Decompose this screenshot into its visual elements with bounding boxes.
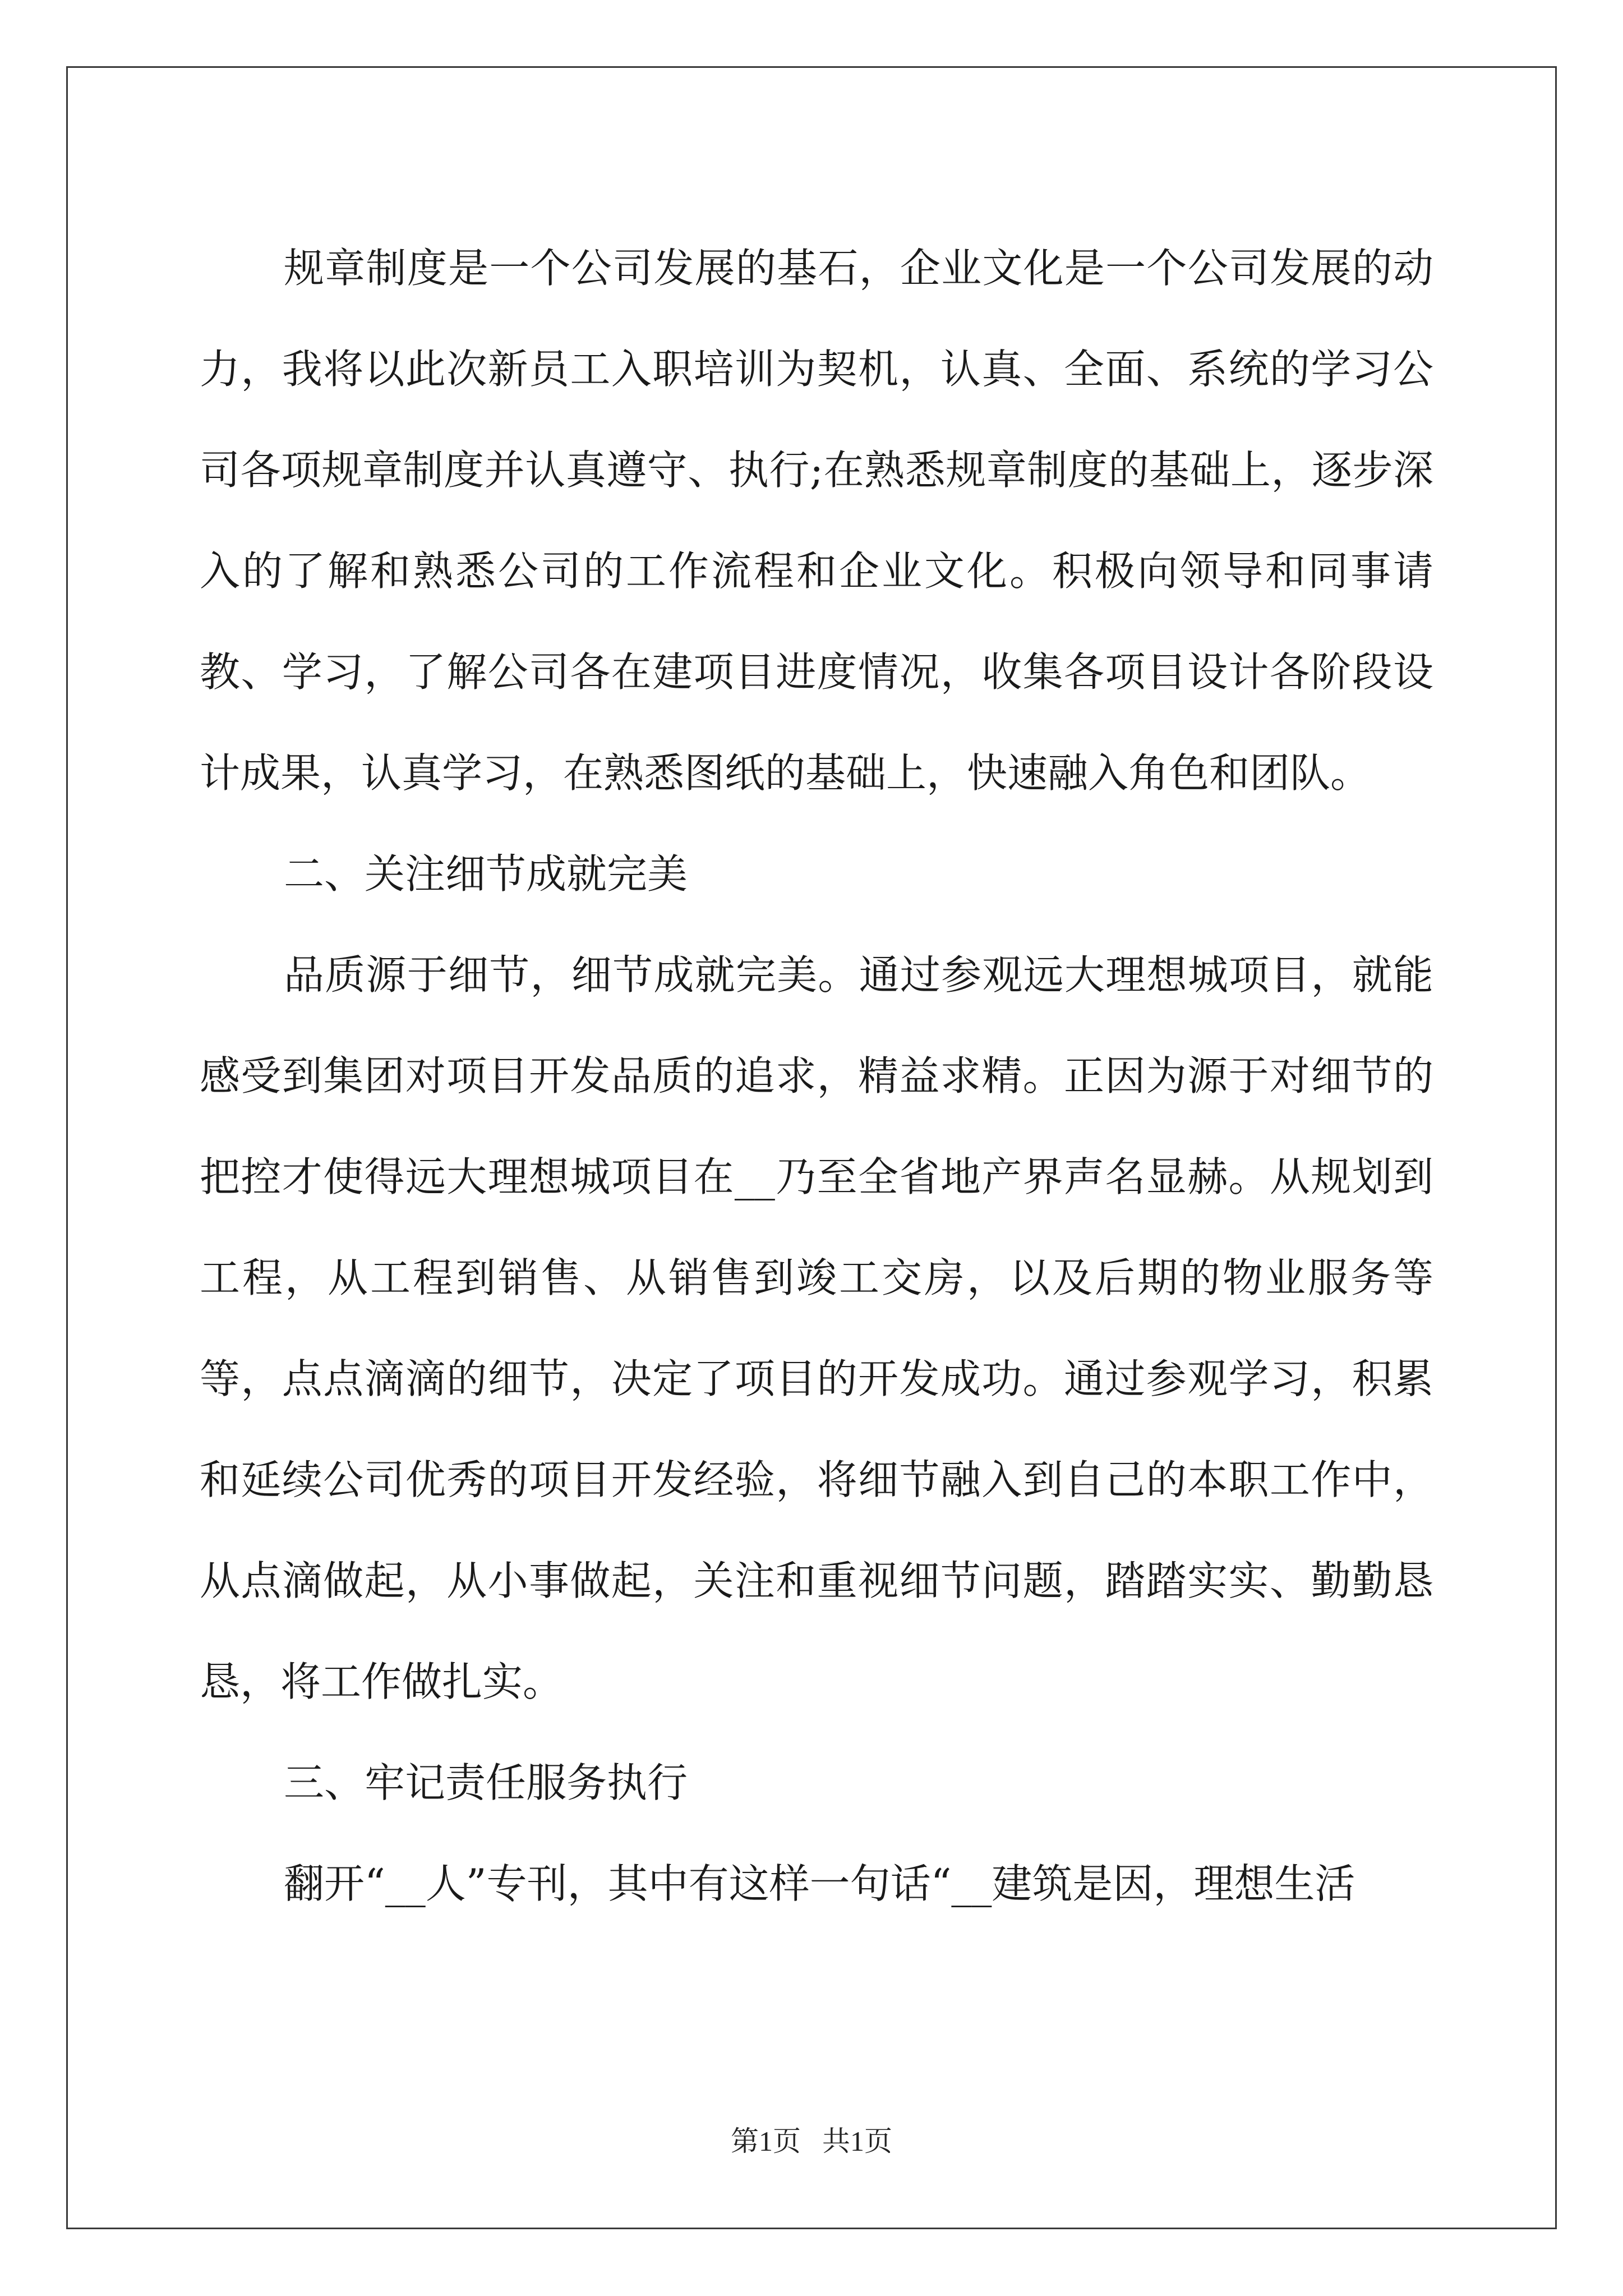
paragraph-quality-details: 品质源于细节，细节成就完美。通过参观远大理想城项目，就能感受到集团对项目开发品质的追求，精益求精。正因为源于对细节的把控才使得远大理想城项目在__乃至全省地产界声名显赫。从规划到工程，从工程到销售、从销售到竣工交房，以及后期的物业服务等等，点点滴滴的细节，决定了项目的开发成功。通过参观学习，积累和延续公司优秀的项目开发经验，将细节融入到自己的本职工作中，从点滴做起，从小事做起，关注和重视细节问题，踏踏实实、勤勤恳恳，将工作做扎实。 <box>200 951 1433 1705</box>
page-number: 第1页 <box>731 2125 801 2157</box>
paragraph-special-issue: 翻开“__人”专刊，其中有这样一句话“__建筑是因，理想生活 <box>284 1860 1355 1907</box>
page-footer <box>0 2124 1623 2158</box>
paragraph-rules-culture: 规章制度是一个公司发展的基石，企业文化是一个公司发展的动力，我将以此次新员工入职培训为契机，认真、全面、系统的学习公司各项规章制度并认真遵守、执行;在熟悉规章制度的基础上，逐步深入的了解和熟悉公司的工作流程和企业文化。积极向领导和同事请教、学习，了解公司各在建项目进度情况，收集各项目设计各阶段设计成果，认真学习，在熟悉图纸的基础上，快速融入角色和团队。 <box>200 245 1433 797</box>
section-heading-details: 二、关注细节成就完美 <box>284 850 688 898</box>
document-body <box>200 218 1433 1934</box>
page-total: 共1页 <box>822 2125 892 2157</box>
section-heading-responsibility: 三、牢记责任服务执行 <box>284 1759 688 1806</box>
